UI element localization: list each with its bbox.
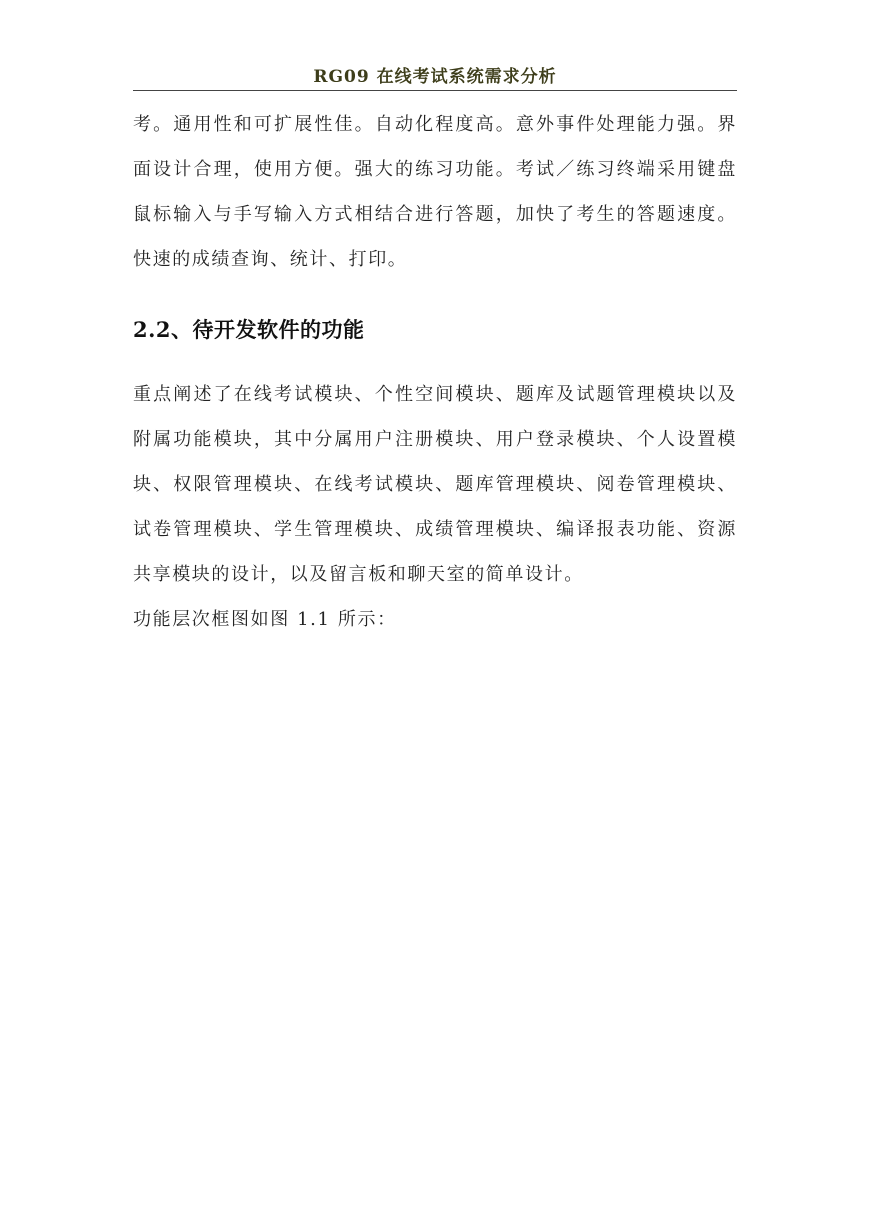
page-header-title: RG09 在线考试系统需求分析 [313, 67, 557, 87]
figure-reference: 功能层次框图如图 1.1 所示： [133, 609, 397, 630]
section-heading: 2.2、待开发软件的功能 [133, 317, 365, 342]
section-paragraph: 重点阐述了在线考试模块、个性空间模块、题库及试题管理模块以及附属功能模块，其中分属用户注册模块、用户登录模块、个人设置模块、权限管理模块、在线考试模块、题库管理模块、阅卷管理模块、试卷管理模块、学生管理模块、成绩管理模块、编译报表功能、资源共享模块的设计，以及留言板和聊天室的简单设计。 [133, 384, 737, 585]
header-divider [133, 90, 737, 91]
intro-paragraph: 考。通用性和可扩展性佳。自动化程度高。意外事件处理能力强。界面设计合理，使用方便。强大的练习功能。考试／练习终端采用键盘鼠标输入与手写输入方式相结合进行答题，加快了考生的答题速度。快速的成绩查询、统计、打印。 [133, 114, 737, 270]
document-body [133, 102, 737, 642]
